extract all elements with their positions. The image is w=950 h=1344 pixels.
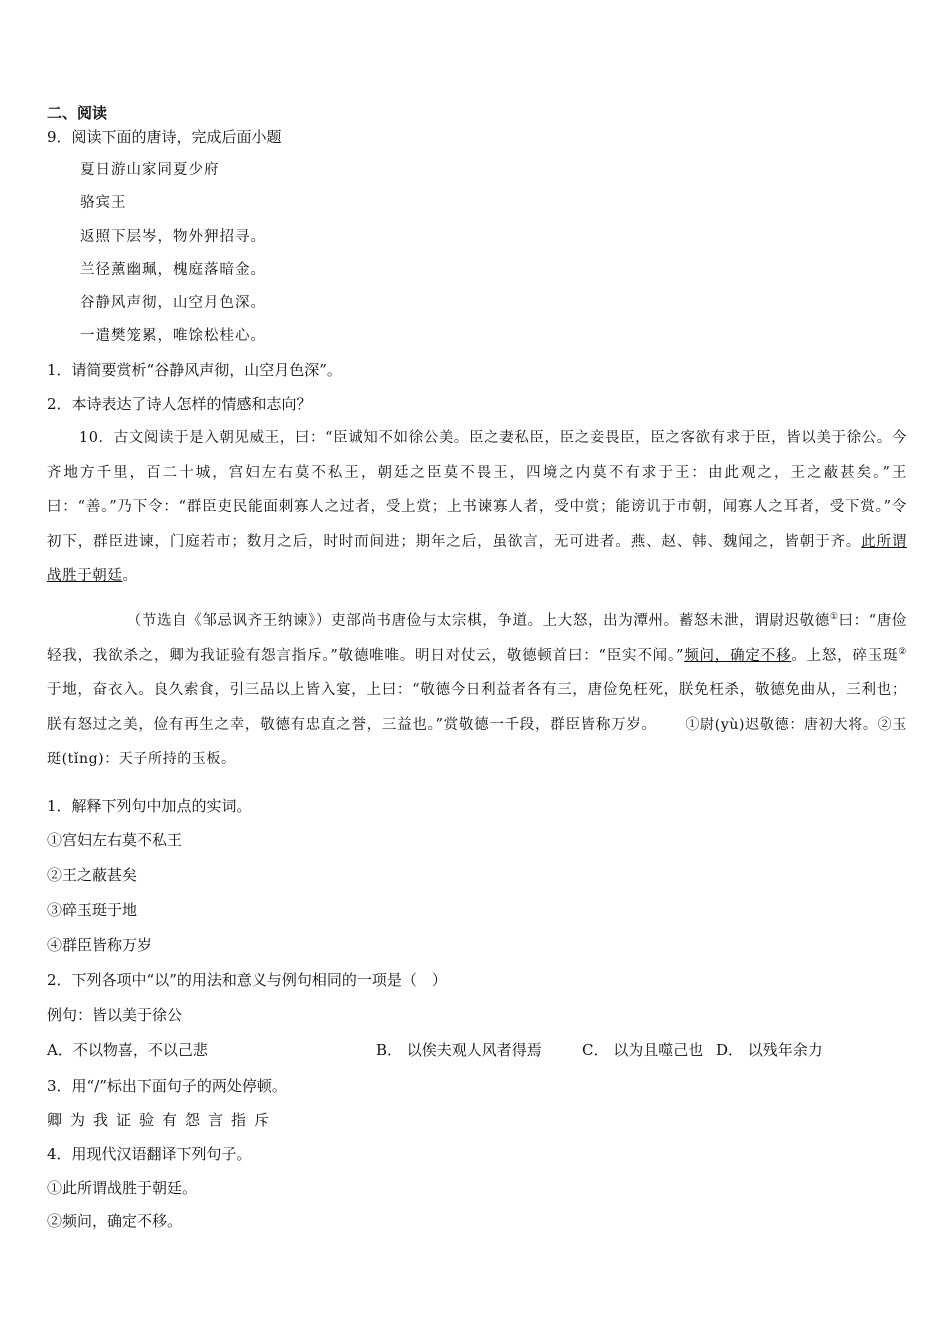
option-c: C． 以为且噬己也 — [582, 1041, 704, 1059]
q10-passage2 — [47, 604, 907, 777]
note-mark-2: ② — [898, 646, 907, 657]
q9-stem: 9．阅读下面的唐诗，完成后面小题 — [47, 128, 282, 146]
poem-line-3: 谷静风声彻，山空月色深。 — [80, 295, 266, 311]
note-mark-1: ① — [829, 612, 839, 623]
q10-example: 例句：皆以美于徐公 — [47, 1006, 183, 1024]
option-b: B． 以俟夫观人风者得焉 — [376, 1041, 542, 1059]
option-a: A．不以物喜，不以己悲 — [47, 1041, 208, 1059]
q9-sub2: 2．本诗表达了诗人怎样的情感和志向？ — [47, 395, 312, 413]
poem-line-1: 返照下层岑，物外狎招寻。 — [80, 229, 266, 245]
poem-line-2: 兰径薰幽珮，槐庭落暗金。 — [80, 262, 266, 278]
q10-sub4-item-1: ①此所谓战胜于朝廷。 — [47, 1179, 198, 1197]
passage1-text: 10．古文阅读于是入朝见威王，曰：“臣诚知不如徐公美。臣之妻私臣，臣之妾畏臣，臣之客欲有求于臣，皆以美于徐公。今齐地方千里，百二十城，宫妇左右莫不私王，朝廷之臣莫不畏王，四境之内莫不有求于王：由此观之，王之蔽甚矣。”王曰：“善。”乃下令：“群臣吏民能面刺寡人之过者，受上赏；上书谏寡人者，受中赏；能谤讥于市朝，闻寡人之耳者，受下赏。”令初下，群臣进谏，门庭若市；数月之后，时时而间进；期年之后，虽欲言，无可进者。燕、赵、韩、魏闻之，皆朝于齐。 — [47, 430, 907, 550]
passage2-text-d: 于地，奋衣入。良久索食，引三品以上皆入宴，上曰：“敬德今日利益者各有三，唐俭免枉死，朕免枉杀，敬德免曲从，三利也；朕有怒过之美，俭有再生之幸，敬德有忠直之誉，三益也。”赏敬德一千段，群臣皆称万岁。 — [47, 682, 907, 733]
q10-sub1-item-3: ③碎玉珽于地 — [47, 901, 138, 919]
q10-sub1-item-1: ①宫妇左右莫不私王 — [47, 831, 183, 849]
q9-sub1: 1．请简要赏析“谷静风声彻，山空月色深”。 — [47, 361, 342, 379]
q10-sub4-item-2: ②频问，确定不移。 — [47, 1212, 183, 1230]
passage2-underlined: 频问，确定不移 — [684, 647, 792, 664]
passage1-end: 。 — [122, 568, 138, 584]
footnote: ①尉(yù)迟敬德：唐初大将。②玉珽(tǐng)：天子所持的玉板。 — [47, 716, 907, 767]
q10-sub1: 1．解释下列句中加点的实词。 — [47, 797, 252, 815]
passage2-text-a: （节选自《邹忌讽齐王纳谏》）吏部尚书唐俭与太宗棋，争道。上大怒，出为潭州。蓄怒未泄，谓尉迟敬德 — [126, 613, 830, 629]
q10-sub3-sentence: 卿为我证验有怨言指斥 — [47, 1111, 278, 1129]
q10-sub1-item-4: ④群臣皆称万岁 — [47, 936, 153, 954]
section-title: 二、阅读 — [47, 104, 108, 122]
passage2-text-c: 。上怒，碎玉珽 — [791, 647, 899, 664]
q10-sub2: 2．下列各项中“以”的用法和意义与例句相同的一项是（ ） — [47, 971, 447, 989]
q10-sub1-item-2: ②王之蔽甚矣 — [47, 866, 138, 884]
q10-passage1 — [47, 421, 907, 594]
passage1-underlined: 此所谓战胜于朝廷 — [47, 533, 907, 584]
passage2-text-b: 曰：“唐俭轻我，我欲杀之，卿为我证验有怨言指斥。”敬德唯唯。明日对仗云，敬德顿首曰：“臣实不闻。” — [47, 613, 907, 664]
option-d: D． 以残年余力 — [716, 1041, 823, 1059]
poem-author: 骆宾王 — [80, 195, 127, 211]
q10-sub4: 4．用现代汉语翻译下列句子。 — [47, 1145, 252, 1163]
poem-title: 夏日游山家同夏少府 — [80, 162, 220, 178]
q10-sub3: 3．用“/”标出下面句子的两处停顿。 — [47, 1077, 287, 1095]
poem-line-4: 一遣樊笼累，唯馀松桂心。 — [80, 328, 266, 344]
